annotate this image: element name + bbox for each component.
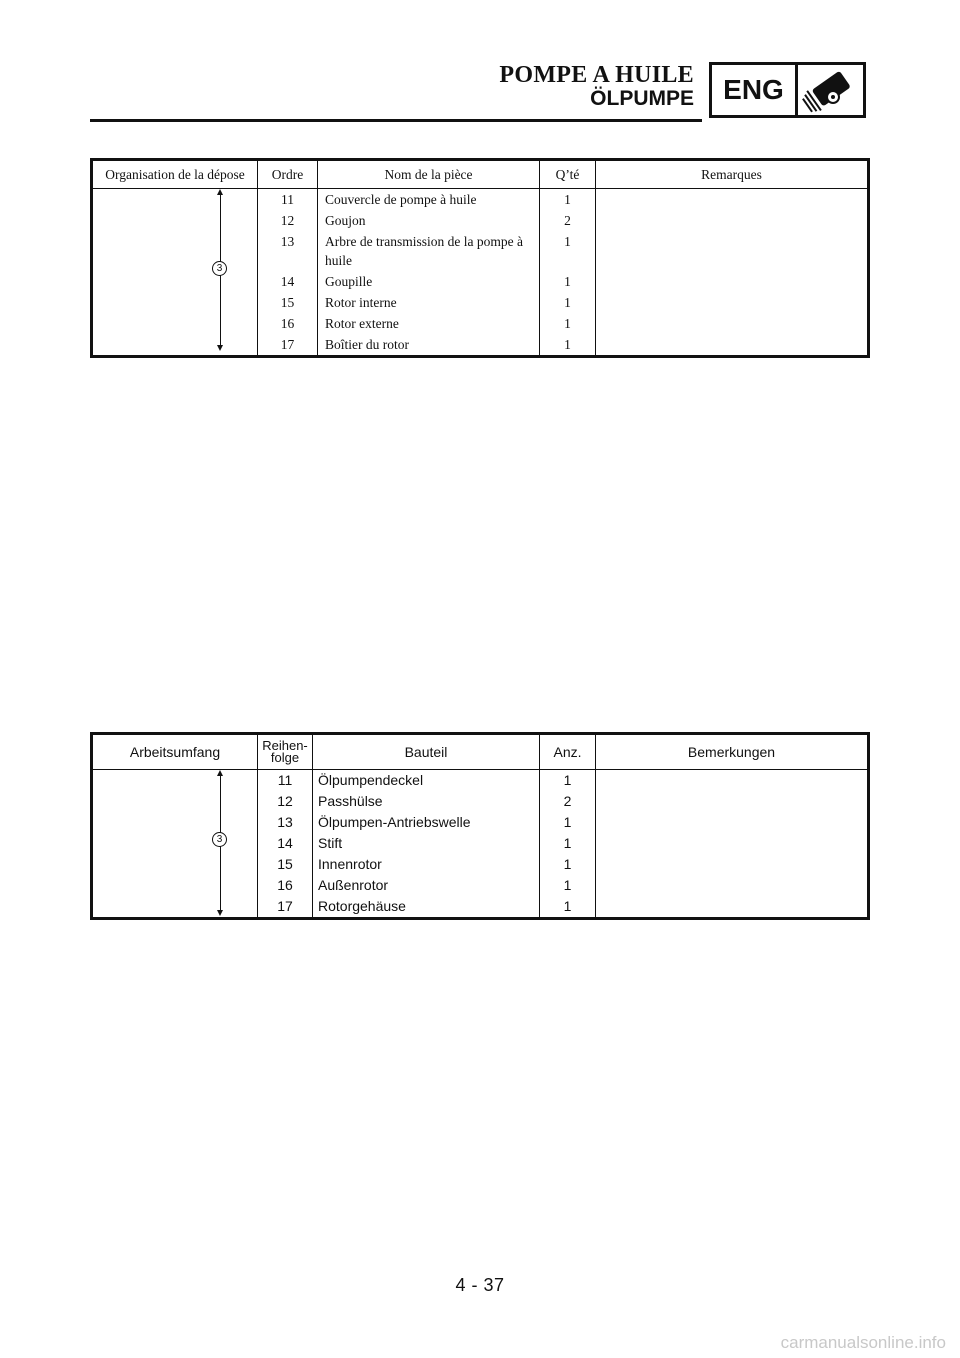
column-header-work-scope: Arbeitsumfang (92, 734, 258, 770)
table-row (92, 770, 869, 792)
row-part-name: Boîtier du rotor (318, 334, 540, 357)
column-header-notes: Bemerkungen (596, 734, 869, 770)
row-quantity: 1 (540, 189, 596, 211)
column-header-quantity: Anz. (540, 734, 596, 770)
row-part-name: Rotor interne (318, 292, 540, 313)
row-order: 15 (258, 292, 318, 313)
row-order: 15 (258, 854, 313, 875)
row-quantity: 1 (540, 313, 596, 334)
row-order: 14 (258, 271, 318, 292)
column-header-remarks: Remarques (596, 160, 869, 189)
row-quantity: 1 (540, 231, 596, 271)
row-part-name: Goupille (318, 271, 540, 292)
engine-piston-icon (798, 65, 863, 115)
table-row (92, 189, 869, 211)
page-number: 4 - 37 (455, 1275, 505, 1295)
row-order: 17 (258, 334, 318, 357)
row-order: 13 (258, 231, 318, 271)
column-header-part-name: Nom de la pièce (318, 160, 540, 189)
group-marker: 3 (212, 832, 227, 847)
row-order: 16 (258, 875, 313, 896)
row-quantity: 1 (540, 292, 596, 313)
column-header-sequence (258, 734, 313, 770)
header-rule (90, 119, 702, 122)
row-part-name: Rotor externe (318, 313, 540, 334)
row-order: 12 (258, 791, 313, 812)
row-order: 17 (258, 896, 313, 919)
row-part-name: Ölpumpen-Antriebswelle (313, 812, 540, 833)
chapter-badge-label: ENG (712, 65, 798, 115)
removal-group-cell (92, 189, 258, 357)
row-quantity: 2 (540, 210, 596, 231)
column-header-removal-order: Organisation de la dépose (92, 160, 258, 189)
row-part-name: Arbre de transmission de la pompe à huile (318, 231, 540, 271)
row-quantity: 1 (540, 896, 596, 919)
row-quantity: 1 (540, 812, 596, 833)
row-part-name: Ölpumpendeckel (313, 770, 540, 792)
row-order: 12 (258, 210, 318, 231)
row-part-name: Außenrotor (313, 875, 540, 896)
row-order: 14 (258, 833, 313, 854)
row-quantity: 1 (540, 770, 596, 792)
chapter-badge (709, 62, 866, 118)
row-quantity: 1 (540, 833, 596, 854)
row-part-name: Couvercle de pompe à huile (318, 189, 540, 211)
column-header-sequence-line2: folge (270, 750, 300, 765)
column-header-sequence-line1: Reihen- (262, 738, 308, 753)
column-header-quantity: Q’té (540, 160, 596, 189)
section-title-german: ÖLPUMPE (590, 87, 694, 110)
group-marker: 3 (212, 261, 227, 276)
row-part-name: Stift (313, 833, 540, 854)
row-order: 16 (258, 313, 318, 334)
arrow-down-icon (217, 345, 223, 351)
row-order: 11 (258, 770, 313, 792)
row-part-name: Innenrotor (313, 854, 540, 875)
remarks-cell (596, 189, 869, 357)
row-order: 13 (258, 812, 313, 833)
row-quantity: 1 (540, 271, 596, 292)
arrow-down-icon (217, 910, 223, 916)
work-scope-group-cell (92, 770, 258, 919)
row-quantity: 1 (540, 854, 596, 875)
parts-table-german (90, 732, 870, 920)
row-part-name: Passhülse (313, 791, 540, 812)
watermark: carmanualsonline.info (780, 1333, 946, 1352)
row-part-name: Goujon (318, 210, 540, 231)
row-order: 11 (258, 189, 318, 211)
row-part-name: Rotorgehäuse (313, 896, 540, 919)
column-header-component: Bauteil (313, 734, 540, 770)
notes-cell (596, 770, 869, 919)
column-header-order: Ordre (258, 160, 318, 189)
parts-table-french (90, 158, 870, 358)
row-quantity: 1 (540, 875, 596, 896)
row-quantity: 2 (540, 791, 596, 812)
section-title-french: POMPE A HUILE (499, 62, 694, 88)
row-quantity: 1 (540, 334, 596, 357)
